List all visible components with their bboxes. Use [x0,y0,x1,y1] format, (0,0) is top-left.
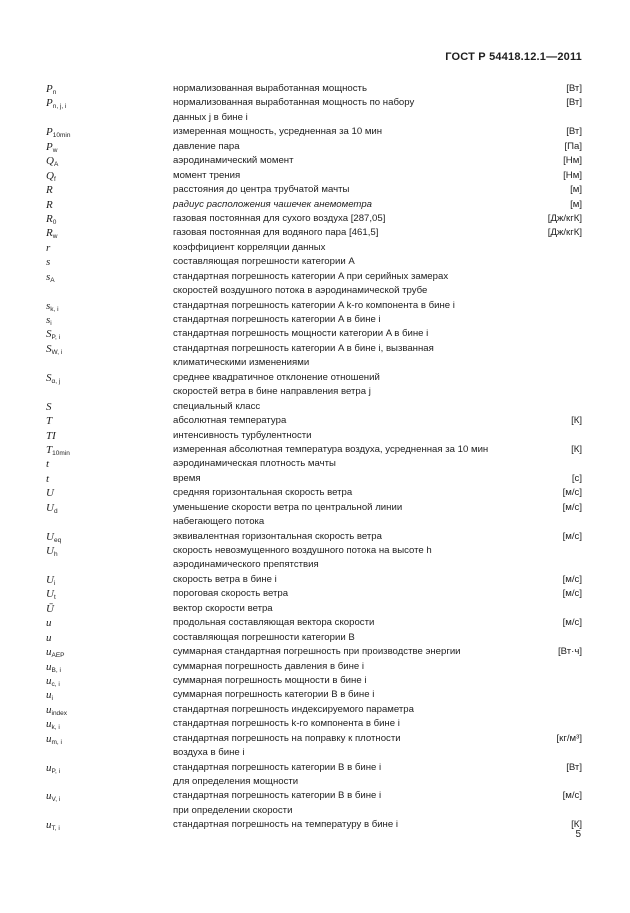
symbol-main: u [46,732,52,745]
symbol-main: U [46,530,54,543]
definition: стандартная погрешность на температуру в бине i [173,819,398,831]
list-item [46,183,582,197]
list-item [46,703,582,717]
page-number: 5 [575,829,581,840]
definition: специальный класс [173,400,261,412]
symbol [46,313,52,327]
definition: суммарная погрешность мощности в бине i [173,674,367,686]
definition: измеренная мощность, усредненная за 10 мин [173,126,383,138]
unit: [Вт] [566,126,582,138]
symbol-subscript: i [50,320,52,327]
symbol-subscript: A [50,276,55,284]
symbol-main: s [46,270,51,283]
unit: [Вт] [566,761,582,773]
definition: коэффициент корреляции данных [173,241,326,253]
definition: стандартная погрешность категории В в бине i [173,790,382,802]
list-item [46,414,582,428]
symbol-subscript: P, i [51,334,61,342]
unit: [м/с] [562,617,582,629]
symbol-main: u [46,761,52,774]
symbol-main: R [46,198,53,211]
definition: время [173,472,201,484]
unit: [Па] [564,140,582,152]
list-item [46,270,582,284]
symbol-main: P [46,97,53,110]
definition: интенсивность турбулентности [173,429,312,441]
list-item [46,804,582,818]
list-item [46,169,582,183]
symbol [46,761,60,775]
definition: скорость невозмущенного воздушного потока на высоте h [173,545,432,556]
symbol [46,371,60,385]
definition: скорость ветра в бине i [173,573,277,585]
symbol [46,732,62,746]
list-item [46,356,582,370]
list-item [46,587,582,601]
symbol [46,443,70,457]
symbol-main: u [46,660,52,673]
symbol-main: S [46,328,52,341]
unit: [м/с] [562,501,582,513]
definition: стандартная погрешность мощности категории A в бине i [173,328,429,340]
symbol-main: S [46,400,52,413]
symbol-main: s [46,256,51,269]
list-item [46,371,582,385]
definition: стандартная погрешность индексируемого параметра [173,703,414,715]
symbol [46,342,62,356]
symbol-main: u [46,790,52,803]
symbol-main: T [46,443,53,456]
symbol-main: u [46,674,52,687]
definition: аэродинамическая плотность мачты [173,458,336,470]
definition: стандартная погрешность категории В в бине i [173,761,382,773]
definition: воздуха в бине i [173,747,245,759]
unit: [Вт] [566,83,582,94]
list-item [46,457,582,471]
unit: [м/с] [562,487,582,499]
symbol-main: u [46,718,52,731]
unit: [м/с] [562,588,582,600]
list-item [46,140,582,154]
symbol [46,472,49,486]
list-item [46,660,582,674]
symbol [46,631,52,645]
symbol [46,82,56,96]
symbol-list [46,82,582,833]
symbol-main: S [46,371,52,384]
list-item [46,818,582,832]
definition: момент трения [173,169,241,181]
symbol-main: Q [46,155,54,168]
symbol-main: u [46,646,52,659]
definition: расстояния до центра трубчатой мачты [173,184,350,196]
symbol-main: s [46,314,51,326]
symbol-subscript: A [53,161,59,169]
unit: [К] [571,819,582,831]
symbol [46,255,50,269]
definition: стандартная погрешность на поправку к плотности [173,732,401,744]
unit: [Дж/кгК] [547,227,582,239]
unit: [Вт·ч] [558,646,582,658]
unit: [м/с] [562,573,582,585]
symbol-main: U [46,573,54,586]
list-item [46,125,582,139]
definition: стандартная погрешность категории A в бине i, вызванная [173,342,434,354]
symbol-subscript: 0 [52,218,57,226]
symbol [46,703,67,717]
unit: [м] [570,198,582,210]
definition: для определения мощности [173,776,299,787]
definition: газовая постоянная для водяного пара [461,5] [173,227,379,239]
list-item [46,558,582,572]
symbol [46,198,53,212]
symbol [46,270,55,284]
list-item [46,717,582,731]
definition: нормализованная выработанная мощность [173,83,367,94]
symbol-main: U [46,487,54,500]
document-header: ГОСТ Р 54418.12.1—2011 [445,51,582,63]
unit: [Нм] [563,169,582,181]
list-item [46,342,582,356]
unit: [К] [571,415,582,427]
symbol [46,616,52,630]
unit: [Вт] [566,97,582,109]
symbol-main: u [46,631,52,644]
list-item [46,443,582,457]
symbol-main: TI [46,429,56,442]
definition: аэродинамического препятствия [173,559,319,571]
symbol [46,226,57,240]
list-item [46,501,582,515]
definition: радиус расположения чашечек анемометра [173,198,372,210]
unit: [м] [570,184,582,196]
symbol-main: P [46,83,53,95]
unit: [кг/м³] [556,732,582,744]
symbol-subscript: w [52,146,58,154]
symbol-subscript: f [53,175,56,183]
symbol-subscript: eq [53,536,62,544]
definition: стандартная погрешность категории A k-го компонента в бине i [173,299,455,311]
symbol [46,789,60,803]
symbol-main: Ū [46,602,54,615]
definition: стандартная погрешность k-го компонента в бине i [173,718,400,730]
symbol-subscript: 10min [52,132,71,140]
unit: [м/с] [562,530,582,542]
symbol [46,169,56,183]
definition: давление пара [173,140,240,152]
definition: продольная составляющая вектора скорости [173,617,375,629]
list-item [46,111,582,125]
symbol-main: u [46,617,52,630]
symbol-subscript: h [53,551,58,558]
symbol [46,96,66,110]
list-item [46,732,582,746]
definition: абсолютная температура [173,415,287,427]
symbol [46,660,61,674]
symbol-main: R [46,184,53,197]
symbol [46,573,55,587]
symbol [46,674,60,688]
list-item [46,385,582,399]
symbol [46,587,56,601]
symbol [46,688,53,702]
symbol-main: P [46,140,53,153]
symbol [46,241,50,255]
list-item [46,645,582,659]
list-item [46,674,582,688]
symbol-subscript: k, i [50,305,59,313]
symbol-main: u [46,819,52,832]
definition: нормализованная выработанная мощность по набору [173,97,415,109]
list-item [46,212,582,226]
unit: [Нм] [563,155,582,167]
symbol-main: U [46,545,54,557]
list-item [46,82,582,96]
definition: газовая постоянная для сухого воздуха [287,05] [173,212,386,224]
list-item [46,602,582,616]
symbol-subscript: α, j [51,377,61,385]
list-item [46,241,582,255]
definition: климатическими изменениями [173,357,310,369]
symbol [46,299,59,313]
list-item [46,96,582,110]
symbol-subscript: t [53,594,56,602]
list-item [46,472,582,486]
definition: стандартная погрешность категории A при серийных замерах [173,270,449,282]
list-item [46,429,582,443]
symbol-main: s [46,299,51,312]
symbol-subscript: P, i [51,767,61,775]
list-item [46,154,582,168]
definition: аэродинамический момент [173,155,294,167]
symbol [46,414,52,428]
list-item [46,789,582,803]
symbol [46,457,49,471]
symbol-main: Q [46,169,54,182]
list-item [46,198,582,212]
list-item [46,746,582,760]
symbol-main: r [46,241,51,254]
list-item [46,327,582,341]
definition: суммарная стандартная погрешность при производстве энергии [173,646,461,658]
list-item [46,688,582,702]
definition: при определении скорости [173,804,293,816]
symbol-main: t [46,458,50,471]
definition: эквивалентная горизонтальная скорость ветра [173,530,382,542]
symbol [46,212,56,226]
list-item [46,530,582,544]
list-item [46,313,582,327]
symbol-main: R [46,227,53,240]
definition: скоростей воздушного потока в аэродинамической трубе [173,285,428,297]
symbol-main: P [46,126,53,139]
list-item [46,284,582,298]
symbol [46,327,60,341]
definition: уменьшение скорости ветра по центральной линии [173,501,403,513]
symbol [46,140,57,154]
list-item [46,573,582,587]
unit: [К] [571,443,582,455]
symbol-main: S [46,342,52,355]
symbol [46,400,52,414]
symbol-subscript: B, i [51,666,61,674]
symbol [46,183,53,197]
list-item [46,775,582,789]
list-item [46,761,582,775]
definition: среднее квадратичное отклонение отношений [173,371,380,383]
symbol-subscript: m, i [51,738,62,746]
symbol-subscript: n, j, i [52,103,67,111]
symbol-subscript: 10min [52,449,70,457]
list-item [46,631,582,645]
definition: суммарная погрешность категории В в бине i [173,689,375,701]
definition: составляющая погрешности категории В [173,631,355,643]
symbol-subscript: i [51,695,53,703]
symbol-subscript: V, i [51,796,61,804]
symbol-subscript: T, i [51,825,60,833]
list-item [46,486,582,500]
symbol [46,645,65,659]
list-item [46,226,582,240]
unit: [Дж/кгК] [547,212,582,224]
symbol-main: R [46,212,53,225]
definition: вектор скорости ветра [173,602,273,614]
symbol [46,154,58,168]
symbol-main: u [46,703,52,716]
unit: [м/с] [562,790,582,802]
definition: средняя горизонтальная скорость ветра [173,487,353,499]
symbol-main: U [46,501,54,514]
symbol-main: U [46,588,54,601]
symbol-subscript: AEP [51,652,65,660]
symbol [46,486,54,500]
definition: набегающего потока [173,516,265,528]
symbol-main: T [46,415,53,428]
symbol-subscript: w [52,233,58,241]
symbol [46,717,60,731]
symbol [46,501,58,515]
list-item [46,255,582,269]
definition: данных j в бине i [173,111,248,123]
unit: [с] [571,472,582,484]
symbol [46,602,54,616]
symbol-subscript: index [51,709,68,717]
definition: суммарная погрешность давления в бине i [173,660,365,672]
definition: скоростей ветра в бине направления ветра j [173,386,371,398]
definition: стандартная погрешность категории A в бине i [173,314,381,325]
definition: составляющая погрешности категории A [173,256,355,268]
symbol [46,530,61,544]
symbol-subscript: i [53,579,56,587]
symbol [46,818,60,832]
definition: пороговая скорость ветра [173,588,289,600]
symbol-main: u [46,689,52,702]
symbol-subscript: c, i [51,680,60,688]
definition: измеренная абсолютная температура воздуха, усредненная за 10 мин [173,443,489,455]
list-item [46,299,582,313]
list-item [46,400,582,414]
list-item [46,616,582,630]
symbol [46,429,56,443]
symbol-subscript: W, i [51,348,63,356]
symbol-subscript: d [53,507,58,515]
list-item [46,515,582,529]
symbol-subscript: k, i [51,724,60,732]
symbol-subscript: n [52,89,57,96]
symbol [46,125,70,139]
symbol-main: t [46,472,50,485]
list-item [46,544,582,558]
symbol [46,544,58,558]
